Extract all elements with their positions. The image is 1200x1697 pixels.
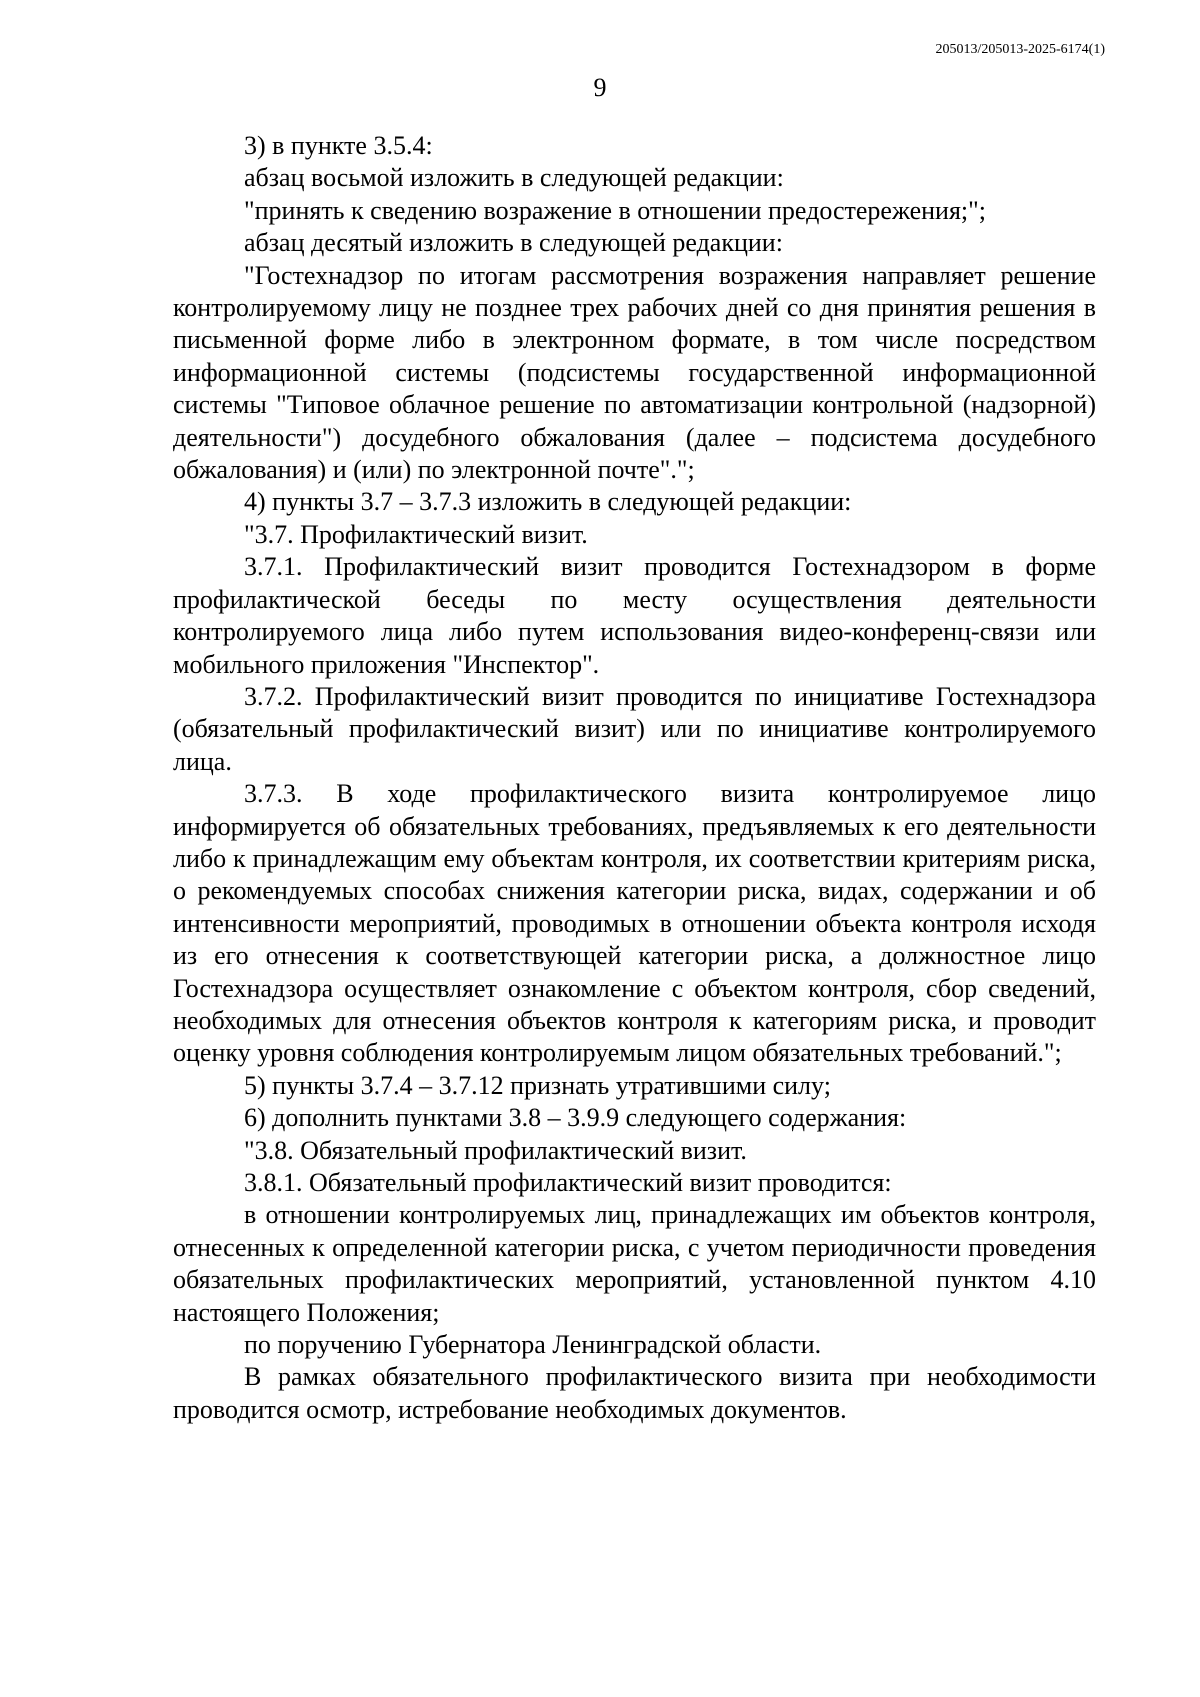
paragraph: абзац десятый изложить в следующей редакции: — [244, 228, 783, 258]
paragraph: 6) дополнить пунктами 3.8 – 3.9.9 следующего содержания: — [244, 1103, 907, 1133]
paragraph: В рамках обязательного профилактического визита при необходимости проводится осмотр, истребование необходимых документов. — [173, 1362, 1096, 1424]
paragraph: по поручению Губернатора Ленинградской области. — [244, 1330, 822, 1360]
paragraph: 3.8.1. Обязательный профилактический визит проводится: — [244, 1168, 892, 1197]
document-registration-number: 205013/205013-2025-6174(1) — [935, 42, 1105, 57]
paragraph: "Гостехнадзор по итогам рассмотрения возражения направляет решение контролируемому лицу не позднее трех рабочих дней со дня принятия решения в письменной форме либо в электронном формате, в том числе посредством информационной системы (подсистемы государственной информационной системы "Типовое облачное решение по автоматизации контрольной (надзорной) деятельности") досудебного обжалования (далее – подсистема досудебного обжалования) и (или) по электронной почте"."; — [173, 260, 1096, 485]
paragraph: абзац восьмой изложить в следующей редакции: — [244, 163, 784, 193]
paragraph: 3.7.2. Профилактический визит проводится по инициативе Гостехнадзора (обязательный профилактический визит) или по инициативе контролируемого лица. — [173, 681, 1096, 776]
paragraph: "принять к сведению возражение в отношении предостережения;"; — [244, 195, 986, 225]
paragraph: 3) в пункте 3.5.4: — [244, 131, 433, 160]
paragraph: "3.7. Профилактический визит. — [244, 519, 588, 549]
paragraph: 3.7.1. Профилактический визит проводится Гостехнадзором в форме профилактической беседы по месту осуществления деятельности контролируемого лица либо путем использования видео-конференц-связи или мобильного приложения "Инспектор". — [173, 552, 1096, 679]
page-number: 9 — [593, 73, 607, 102]
paragraph: 5) пункты 3.7.4 – 3.7.12 признать утратившими силу; — [244, 1070, 831, 1100]
paragraph: 3.7.3. В ходе профилактического визита контролируемое лицо информируется об обязательных требованиях, предъявляемых к его деятельности либо к принадлежащим ему объектам контроля, их соответствии критериям риска, о рекомендуемых способах снижения категории риска, видах, содержании и об интенсивности мероприятий, проводимых в отношении объекта контроля исходя из его отнесения к соответствующей категории риска, а должностное лицо Гостехнадзора осуществляет ознакомление с объектом контроля, сбор сведений, необходимых для отнесения объектов контроля к категориям риска, и проводит оценку уровня соблюдения контролируемым лицом обязательных требований."; — [173, 779, 1096, 1068]
paragraph: 4) пункты 3.7 – 3.7.3 изложить в следующей редакции: — [244, 487, 852, 517]
paragraph: "3.8. Обязательный профилактический визит. — [244, 1135, 747, 1165]
document-body — [173, 130, 1096, 1426]
paragraph: в отношении контролируемых лиц, принадлежащих им объектов контроля, отнесенных к определенной категории риска, с учетом периодичности проведения обязательных профилактических мероприятий, установленной пунктом 4.10 настоящего Положения; — [173, 1200, 1096, 1327]
